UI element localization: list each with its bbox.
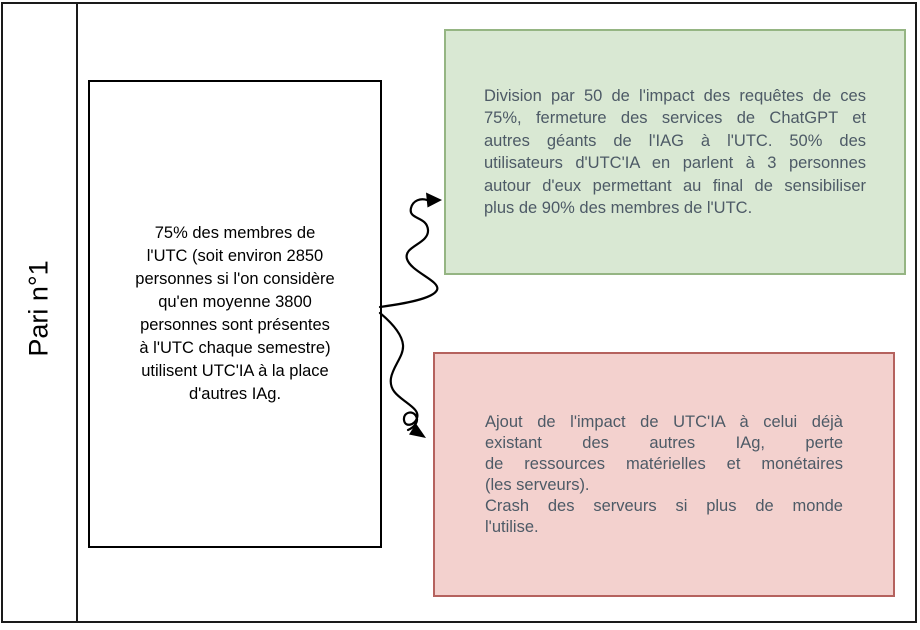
outcome-negative-paragraph-2: Crash des serveurs si plus de monde l'utilise.	[485, 496, 843, 536]
lane-title: Pari n°1	[24, 260, 55, 357]
sidebar-lane	[3, 4, 78, 621]
outcome-positive-text: Division par 50 de l'impact des requêtes de ces 75%, fermeture des services de ChatGPT et autres géants de l'IAG à l'UTC. 50% des utilisateurs d'UTC'IA en parlent à 3 personnes autour d'eux permettant au final de sensibiliser plus de 90% des membres de l'UTC.	[484, 86, 866, 217]
source-box	[88, 80, 382, 548]
outcome-box-negative	[433, 352, 895, 597]
outcome-box-positive	[444, 29, 906, 275]
outcome-negative-paragraph-1: Ajout de l'impact de UTC'IA à celui déjà existant des autres IAg, perte de ressources matérielles et monétaires (les serveurs).	[485, 412, 843, 494]
source-box-text: 75% des membres de l'UTC (soit environ 2850 personnes si l'on considère qu'en moyenne 3800 personnes sont présentes à l'UTC chaque semestre) utilisent UTC'IA à la place d'autres IAg.	[135, 224, 335, 403]
